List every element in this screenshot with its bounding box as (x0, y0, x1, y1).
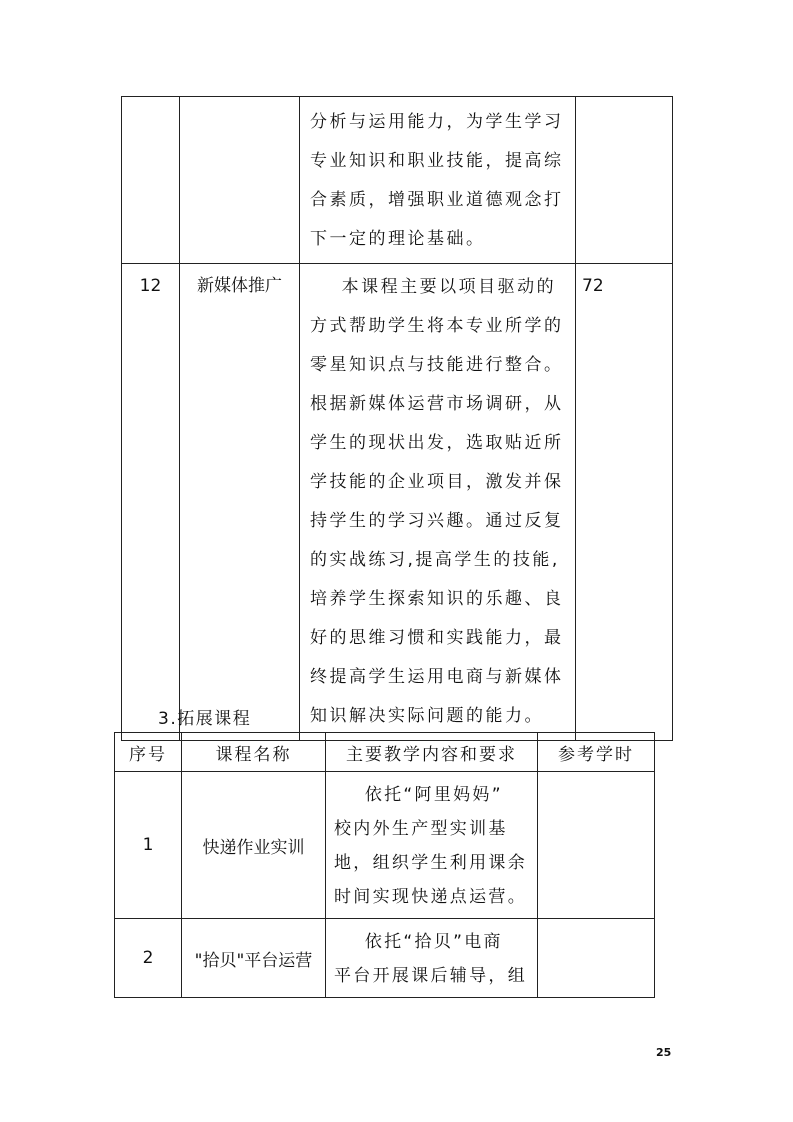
row-number-cell: 1 (115, 772, 182, 919)
course-name-cell: 新媒体推广 (180, 264, 300, 741)
section-title: 3.拓展课程 (158, 709, 252, 729)
page-number: 25 (656, 1046, 672, 1059)
course-content-cell: 依托“拾贝”电商 平台开展课后辅导，组 (326, 919, 538, 998)
course-hours-cell (538, 772, 655, 919)
course-name-cell: "拾贝"平台运营 (182, 919, 326, 998)
row-number-cell: 12 (122, 264, 180, 741)
header-course-name: 课程名称 (182, 733, 326, 772)
course-content-cell: 分析与运用能力，为学生学习 专业知识和职业技能，提高综 合素质，增强职业道德观念打 下一定的理论基础。 (300, 97, 576, 264)
table-row (122, 97, 673, 264)
course-hours-cell (538, 919, 655, 998)
row-number-cell (122, 97, 180, 264)
course-hours-cell (576, 97, 673, 264)
header-hours: 参考学时 (538, 733, 655, 772)
course-hours-cell: 72 (576, 264, 673, 741)
table-row (122, 264, 673, 741)
header-number: 序号 (115, 733, 182, 772)
course-name-cell (180, 97, 300, 264)
course-table-continued (121, 96, 673, 741)
course-name-cell: 快递作业实训 (182, 772, 326, 919)
header-content: 主要教学内容和要求 (326, 733, 538, 772)
course-content-cell: 本课程主要以项目驱动的 方式帮助学生将本专业所学的 零星知识点与技能进行整合。 根据新媒体运营市场调研，从 学生的现状出发，选取贴近所 学技能的企业项目，激发并保 持学生的学习兴趣。通过反复 的实战练习,提高学生的技能, 培养学生探索知识的乐趣、良 好的思维习惯和实践能力，最 终提高学生运用电商与新媒体 知识解决实际问题的能力。 (300, 264, 576, 741)
table-row (115, 772, 655, 919)
course-content-cell: 依托“阿里妈妈” 校内外生产型实训基 地，组织学生利用课余 时间实现快递点运营。 (326, 772, 538, 919)
extension-course-table (114, 732, 655, 998)
table-row (115, 919, 655, 998)
table-header-row (115, 733, 655, 772)
row-number-cell: 2 (115, 919, 182, 998)
